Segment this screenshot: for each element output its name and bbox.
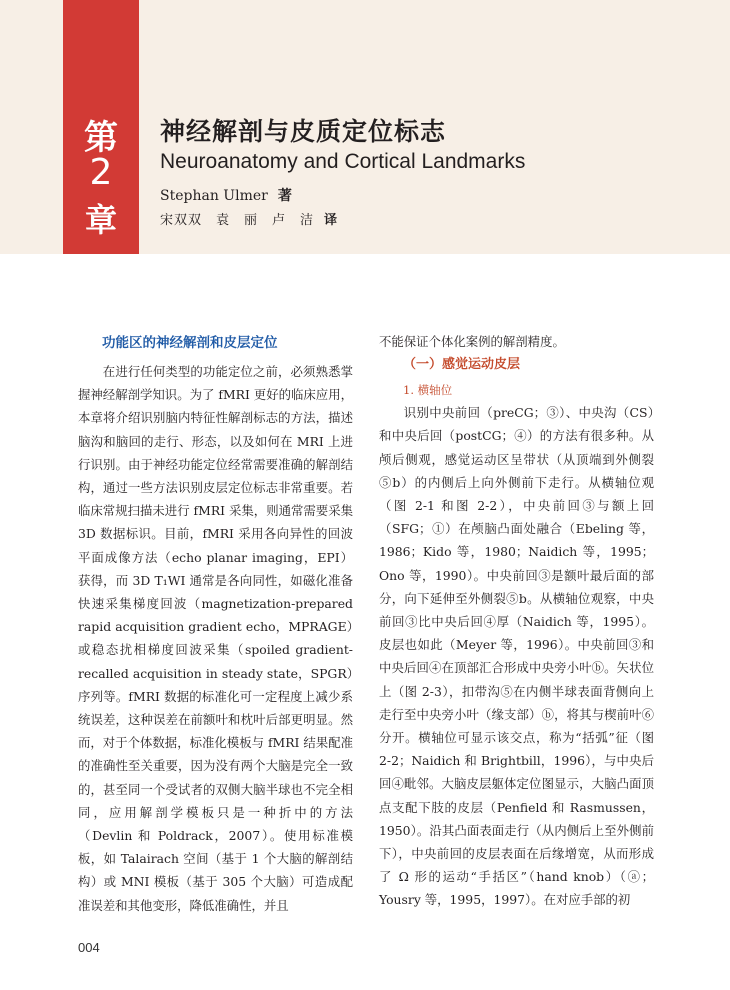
author-role: 著 [277, 188, 292, 204]
body-paragraph: 识别中央前回（preCG；③）、中央沟（CS）和中央后回（postCG；④）的方法有很多种。从颅后侧观，感觉运动区呈带状（从顶端到外侧裂⑤b）的内侧后上向外侧前下走行。从横轴位观（图 2-1 和图 2-2），中央前回③与额上回（SFG；①）在颅脑凸面处融合（Ebeling 等，1986；Kido 等，1980；Naidich 等，1995；Ono 等，1990）。中央前回③是额叶最后面的部分，向下延伸至外侧裂⑤b。从横轴位观察，中央前回③比中央后回④厚（Naidich 等，1995）。皮层也如此（Meyer 等，1996）。中央前回③和中央后回④在顶部汇合形成中央旁小叶ⓑ。矢状位上（图 2-3），扣带沟⑤在内侧半球表面背侧向上走行至中央旁小叶（缘支部）ⓑ，将其与楔前叶⑥分开。横轴位可显示该交点，称为“括弧”征（图 2-2；Naidich 和 Brightbill，1996），与中央后回④毗邻。大脑皮层躯体定位图显示，大脑凸面顶点支配下肢的皮层（Penfield 和 Rasmussen，1950）。沿其凸面表面走行（从内侧后上至外侧前下），中央前回的皮层表面在后缘增宽，从而形成了 Ω 形的运动“手括区”（hand knob）（ⓐ；Yousry 等，1995，1997）。在对应手部的初 [379, 405, 654, 908]
chapter-title-chinese: 神经解剖与皮质定位标志 [160, 117, 447, 146]
chapter-number: 2 [89, 152, 113, 193]
author-name: Stephan Ulmer [160, 188, 268, 204]
left-column [78, 330, 353, 917]
author-line [160, 185, 292, 205]
page-number: 004 [78, 940, 100, 955]
body-paragraph: 在进行任何类型的功能定位之前，必须熟悉掌握神经解剖学知识。为了 fMRI 更好的临床应用，本章将介绍识别脑内特征性解剖标志的方法，描述脑沟和脑回的走行、形态，以及如何在 MRI 上进行识别。由于神经功能定位经常需要准确的解剖结构，通过一些方法识别皮层定位标志非常重要。若临床常规扫描未进行 fMRI 采集，则通常需要采集 3D 数据标识。目前，fMRI 采用各向异性的回波平面成像方法（echo planar imaging，EPI）获得，而 3D T₁WI 通常是各向同性，如磁化准备快速采集梯度回波（magnetization-prepared rapid acquisition gradient echo，MPRAGE）或稳态扰相梯度回波采集（spoiled gradient-recalled acquisition in steady state，SPGR）序列等。fMRI 数据的标准化可一定程度上减少系统误差，这种误差在前额叶和枕叶后部更明显。然而，对于个体数据，标准化模板与 fMRI 结果配准的准确性至关重要，因为没有两个大脑是完全一致的，甚至同一个受试者的双侧大脑半球也不完全相同，应用解剖学模板只是一种折中的方法（Devlin 和 Poldrack，2007）。使用标准模板，如 Talairach 空间（基于 1 个大脑的解剖结构）或 MNI 模板（基于 305 个大脑）可造成配准误差和其他变形，降低准确性，并且 [78, 364, 353, 913]
continuation-text: 不能保证个体化案例的解剖精度。 [379, 334, 565, 349]
right-column [379, 330, 654, 912]
minor-heading: 1. 横轴位 [403, 383, 453, 398]
chapter-label-bottom: 章 [84, 201, 117, 239]
translator-role: 译 [324, 213, 339, 228]
section-heading: 功能区的神经解剖和皮层定位 [102, 335, 278, 351]
translator-names: 宋双双 袁 丽 卢 洁 [160, 213, 315, 228]
chapter-number-tab [63, 0, 139, 254]
translator-line [160, 209, 338, 228]
chapter-title-english: Neuroanatomy and Cortical Landmarks [160, 150, 526, 173]
chapter-label-top: 第 [84, 118, 118, 158]
subsection-heading: （一）感觉运动皮层 [403, 357, 521, 373]
